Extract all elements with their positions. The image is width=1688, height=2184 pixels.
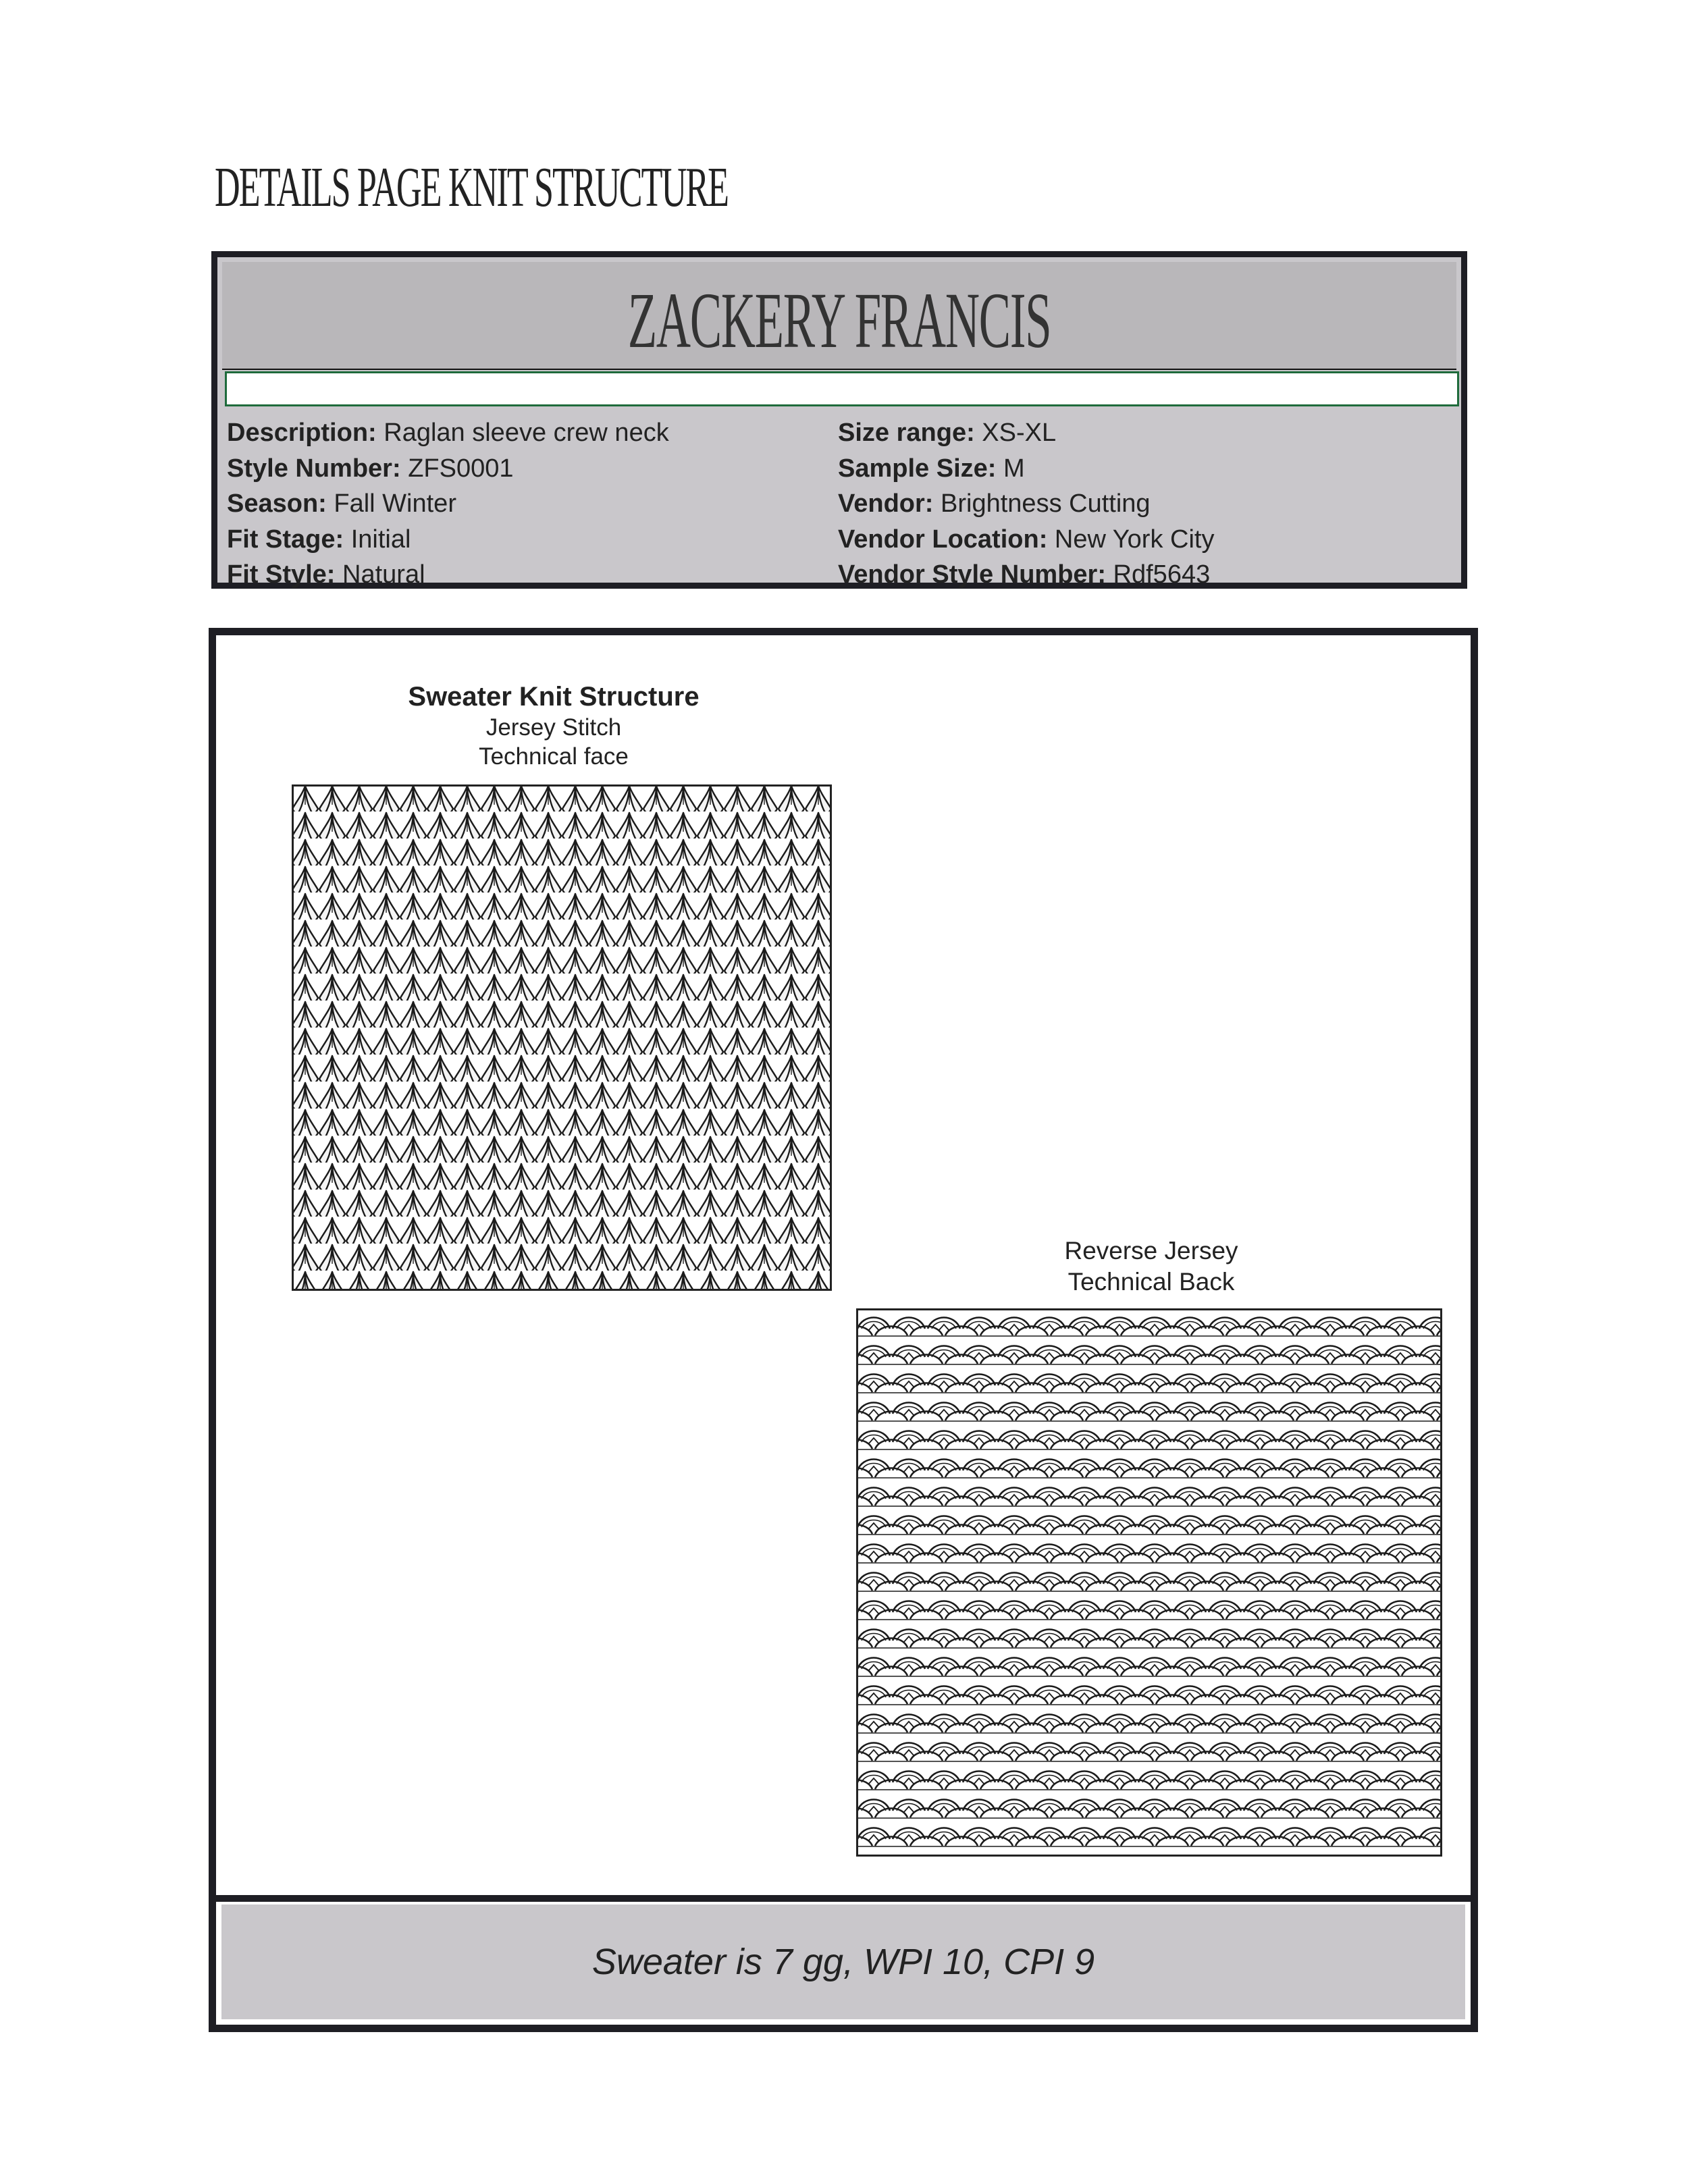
face-caption-title: Sweater Knit Structure [408,682,700,712]
detail-fit-stage [227,522,669,558]
detail-value: ZFS0001 [408,454,514,483]
detail-value: M [1003,454,1025,483]
back-caption-stitch: Reverse Jersey [1064,1237,1238,1264]
details-left-column [227,415,669,593]
brand-name-text: ZACKERY FRANCIS [627,276,1051,365]
reverse-jersey-back-swatch [856,1308,1442,1857]
brand-name [222,276,1456,365]
detail-label: Vendor: [838,489,934,518]
detail-label: Size range: [838,419,975,447]
detail-value: Initial [350,525,411,554]
detail-label: Season: [227,489,327,518]
detail-label: Vendor Style Number: [838,560,1106,589]
details-right-column [838,415,1214,593]
detail-value: Raglan sleeve crew neck [384,419,669,447]
gauge-note: Sweater is 7 gg, WPI 10, CPI 9 [591,1942,1095,1982]
brand-band [222,262,1456,370]
back-caption [949,1235,1354,1298]
detail-sample-size [838,451,1214,487]
panel-divider [216,1895,1471,1902]
detail-label: Description: [227,419,377,447]
jersey-face-swatch [292,784,832,1291]
detail-vendor [838,486,1214,522]
detail-label: Vendor Location: [838,525,1048,554]
page-heading: DETAILS PAGE KNIT STRUCTURE [215,156,729,219]
face-caption-side: Technical face [479,743,629,770]
face-caption [351,681,756,771]
detail-season [227,486,669,522]
detail-vendor-location [838,522,1214,558]
detail-label: Style Number: [227,454,401,483]
detail-style-number [227,451,669,487]
footer-band [221,1905,1465,2019]
header-box [211,251,1467,589]
detail-value: Natural [342,560,425,589]
detail-description [227,415,669,451]
back-caption-side: Technical Back [1067,1268,1235,1296]
detail-value: XS-XL [982,419,1057,447]
detail-label: Fit Stage: [227,525,344,554]
detail-size-range [838,415,1214,451]
header-blank-strip [225,371,1459,406]
detail-value: New York City [1054,525,1215,554]
detail-label: Fit Style: [227,560,336,589]
detail-vendor-style-number [838,557,1214,593]
detail-value: Brightness Cutting [941,489,1151,518]
detail-value: Fall Winter [334,489,456,518]
detail-label: Sample Size: [838,454,997,483]
face-caption-stitch: Jersey Stitch [485,714,622,741]
detail-value: Rdf5643 [1113,560,1211,589]
detail-fit-style [227,557,669,593]
